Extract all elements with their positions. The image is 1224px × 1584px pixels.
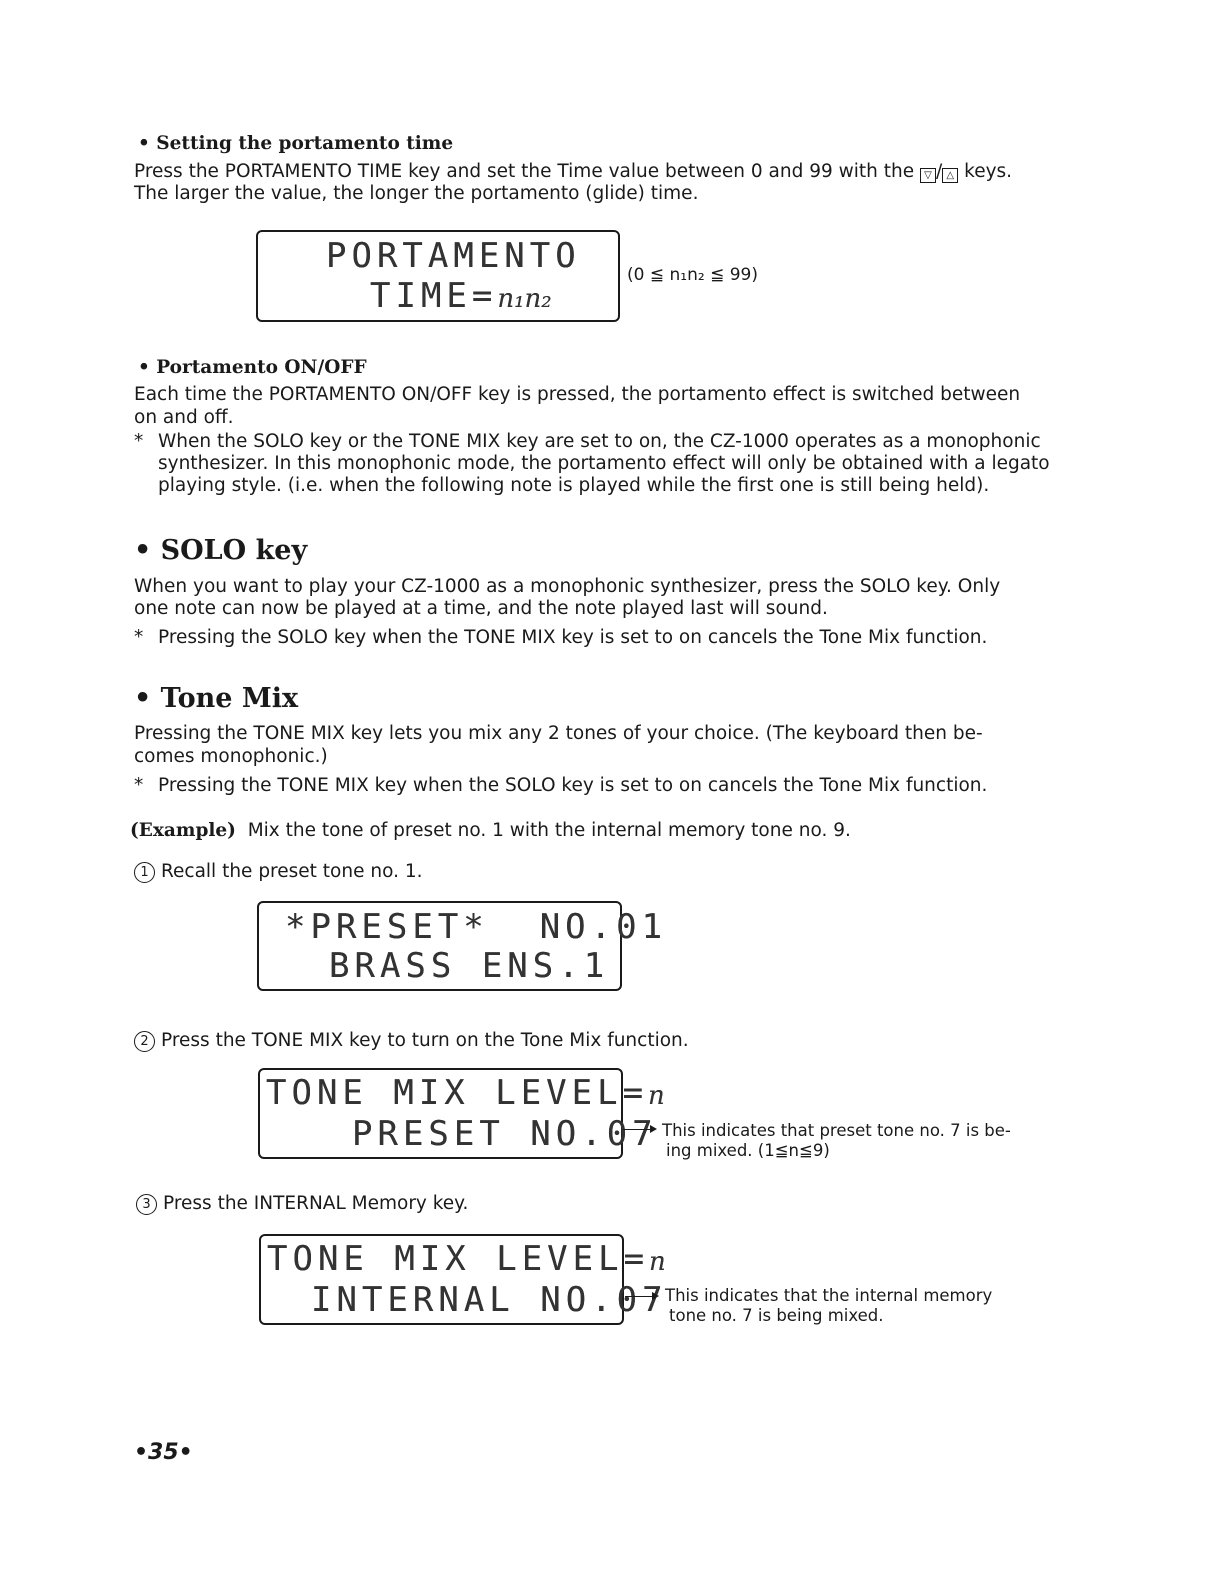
lcd2-var: n	[648, 1081, 665, 1111]
step3-number: 3	[136, 1194, 157, 1215]
lcd3-prefix: TONE MIX LEVEL=	[267, 1239, 650, 1279]
solo-note	[134, 626, 987, 649]
portamento-onoff-line2: on and off.	[134, 407, 234, 428]
lcd-tone-mix-internal-line1	[267, 1239, 666, 1282]
key-slash: /	[936, 161, 943, 182]
callout3-line2: tone no. 7 is being mixed.	[669, 1306, 884, 1325]
lcd-tone-mix-preset	[258, 1068, 665, 1159]
callout2-line1: This indicates that preset tone no. 7 is be-	[662, 1121, 1011, 1140]
lcd-preset	[257, 901, 668, 991]
lcd-portamento-prefix: TIME=	[370, 276, 498, 316]
lcd-portamento-var: n₁n₂	[497, 284, 552, 314]
portamento-onoff-note	[134, 430, 1041, 453]
tone-mix-heading: • Tone Mix	[134, 683, 299, 714]
portamento-range: (0 ≦ n₁n₂ ≦ 99)	[627, 265, 758, 285]
example-text: Mix the tone of preset no. 1 with the internal memory tone no. 9.	[247, 820, 851, 841]
step1-text: Recall the preset tone no. 1.	[161, 861, 423, 882]
example-label: (Example)	[130, 820, 236, 841]
portamento-time-line2: The larger the value, the longer the portamento (glide) time.	[134, 183, 699, 204]
portamento-note-line2: synthesizer. In this monophonic mode, the portamento effect will only be obtained with a legato	[158, 453, 1050, 474]
note-star: *	[134, 775, 144, 796]
lcd-tone-mix-preset-line1	[266, 1073, 665, 1116]
step1	[134, 860, 422, 883]
portamento-time-line1-text: Press the PORTAMENTO TIME key and set the Time value between 0 and 99 with the	[134, 161, 915, 182]
portamento-onoff-line1: Each time the PORTAMENTO ON/OFF key is pressed, the portamento effect is switched between	[134, 384, 1021, 405]
tone-mix-line1: Pressing the TONE MIX key lets you mix any 2 tones of your choice. (The keyboard then be-	[134, 723, 983, 744]
example-line	[130, 819, 851, 842]
lcd3-var: n	[649, 1247, 666, 1277]
callout2-line2: ing mixed. (1≦n≦9)	[666, 1141, 830, 1160]
portamento-note-line3: playing style. (i.e. when the following note is played while the first one is still being held).	[158, 475, 990, 496]
step3-text: Press the INTERNAL Memory key.	[163, 1193, 469, 1214]
page-number: •35•	[134, 1440, 193, 1465]
lcd-portamento-time	[256, 230, 620, 322]
tone-mix-line2: comes monophonic.)	[134, 746, 328, 767]
portamento-time-line1-post: keys.	[964, 161, 1013, 182]
portamento-onoff-heading: • Portamento ON/OFF	[138, 357, 367, 378]
solo-heading: • SOLO key	[134, 535, 308, 566]
note-star: *	[134, 627, 144, 648]
lcd-tone-mix-internal-line2: INTERNAL NO.07	[311, 1280, 668, 1320]
step2	[134, 1029, 689, 1052]
callout3-line1: This indicates that the internal memory	[665, 1286, 993, 1305]
portamento-time-line1	[134, 160, 1012, 183]
down-key-icon: ▽	[920, 168, 936, 183]
step2-text: Press the TONE MIX key to turn on the Tone Mix function.	[161, 1030, 689, 1051]
lcd-portamento-line1: PORTAMENTO	[326, 236, 581, 276]
lcd-preset-line1: *PRESET* NO.01	[285, 907, 668, 947]
step1-number: 1	[134, 862, 155, 883]
lcd2-prefix: TONE MIX LEVEL=	[266, 1073, 649, 1113]
up-key-icon: △	[942, 168, 958, 183]
lcd-portamento-line2	[370, 276, 552, 319]
solo-line1: When you want to play your CZ-1000 as a monophonic synthesizer, press the SOLO key. Only	[134, 576, 1001, 597]
callout3-arrow-icon	[625, 1296, 657, 1297]
step3	[136, 1192, 468, 1215]
portamento-time-heading: • Setting the portamento time	[138, 133, 454, 154]
note-star: *	[134, 431, 144, 452]
solo-line2: one note can now be played at a time, and the note played last will sound.	[134, 598, 828, 619]
tone-mix-note	[134, 774, 987, 797]
portamento-note-line1: When the SOLO key or the TONE MIX key are set to on, the CZ-1000 operates as a monophonic	[158, 431, 1041, 452]
callout2-arrow-icon	[623, 1129, 655, 1130]
step2-number: 2	[134, 1031, 155, 1052]
tone-mix-note-text: Pressing the TONE MIX key when the SOLO key is set to on cancels the Tone Mix function.	[158, 775, 988, 796]
lcd-tone-mix-preset-line2: PRESET NO.07	[352, 1114, 658, 1154]
lcd-tone-mix-internal	[259, 1234, 668, 1325]
solo-note-text: Pressing the SOLO key when the TONE MIX key is set to on cancels the Tone Mix function.	[158, 627, 988, 648]
lcd-preset-line2: BRASS ENS.1	[329, 946, 610, 986]
